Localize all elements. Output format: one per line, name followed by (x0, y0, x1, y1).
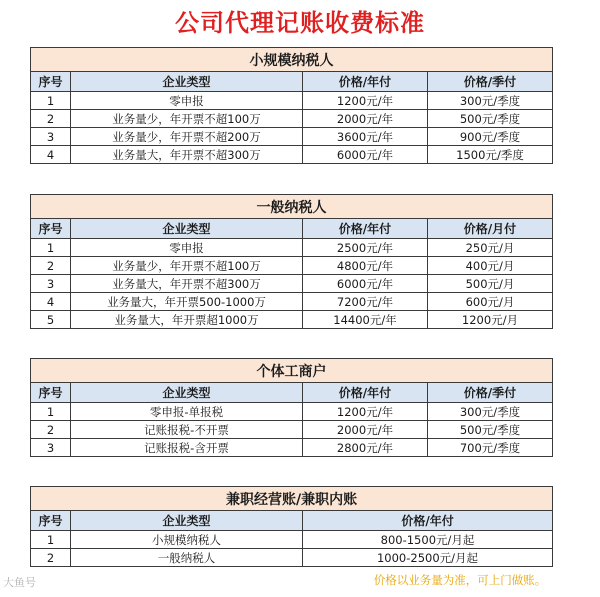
enterprise-type: 业务量大，年开票500-1000万 (71, 293, 303, 311)
enterprise-type: 业务量大，年开票不超300万 (71, 275, 303, 293)
table-row (31, 531, 553, 549)
row-index: 4 (31, 293, 71, 311)
table-row (31, 311, 553, 329)
column-header: 价格/年付 (303, 383, 428, 403)
annual-price: 1200元/年 (303, 92, 428, 110)
enterprise-type: 小规模纳税人 (71, 531, 303, 549)
quarterly-price: 1500元/季度 (428, 146, 553, 164)
enterprise-type: 业务量大，年开票不超300万 (71, 146, 303, 164)
table-row (31, 257, 553, 275)
column-header: 企业类型 (71, 72, 303, 92)
table-row (31, 403, 553, 421)
table-row (31, 239, 553, 257)
annual-price: 2000元/年 (303, 421, 428, 439)
table-row (31, 439, 553, 457)
annual-price: 2800元/年 (303, 439, 428, 457)
monthly-price: 500元/月 (428, 275, 553, 293)
footnote: 价格以业务量为准，可上门做账。 (373, 573, 547, 587)
column-header: 价格/年付 (303, 511, 553, 531)
table-row (31, 92, 553, 110)
annual-price: 6000元/年 (303, 275, 428, 293)
row-index: 3 (31, 275, 71, 293)
annual-price: 1000-2500元/月起 (303, 549, 553, 567)
section-heading: 一般纳税人 (31, 195, 553, 219)
enterprise-type: 业务量少，年开票不超100万 (71, 110, 303, 128)
part-time-bookkeeping-table (30, 486, 553, 567)
quarterly-price: 300元/季度 (428, 92, 553, 110)
quarterly-price: 700元/季度 (428, 439, 553, 457)
table-row (31, 128, 553, 146)
enterprise-type: 业务量少，年开票不超100万 (71, 257, 303, 275)
quarterly-price: 900元/季度 (428, 128, 553, 146)
annual-price: 2000元/年 (303, 110, 428, 128)
row-index: 2 (31, 549, 71, 567)
column-header: 价格/年付 (303, 219, 428, 239)
table-row (31, 549, 553, 567)
column-header: 价格/月付 (428, 219, 553, 239)
enterprise-type: 业务量大，年开票超1000万 (71, 311, 303, 329)
enterprise-type: 记账报税-含开票 (71, 439, 303, 457)
annual-price: 7200元/年 (303, 293, 428, 311)
table-row (31, 421, 553, 439)
column-header: 价格/年付 (303, 72, 428, 92)
monthly-price: 250元/月 (428, 239, 553, 257)
row-index: 5 (31, 311, 71, 329)
column-header: 企业类型 (71, 383, 303, 403)
column-header: 序号 (31, 511, 71, 531)
small-scale-table (30, 47, 553, 164)
enterprise-type: 零申报 (71, 239, 303, 257)
section-heading: 个体工商户 (31, 359, 553, 383)
page-title: 公司代理记账收费标准 (175, 9, 425, 37)
annual-price: 1200元/年 (303, 403, 428, 421)
column-header: 序号 (31, 72, 71, 92)
monthly-price: 1200元/月 (428, 311, 553, 329)
table-row (31, 275, 553, 293)
column-header: 企业类型 (71, 511, 303, 531)
quarterly-price: 300元/季度 (428, 403, 553, 421)
row-index: 3 (31, 439, 71, 457)
row-index: 2 (31, 257, 71, 275)
column-header: 价格/季付 (428, 72, 553, 92)
section-heading: 兼职经营账/兼职内账 (31, 487, 553, 511)
enterprise-type: 零申报 (71, 92, 303, 110)
monthly-price: 400元/月 (428, 257, 553, 275)
annual-price: 14400元/年 (303, 311, 428, 329)
annual-price: 3600元/年 (303, 128, 428, 146)
annual-price: 2500元/年 (303, 239, 428, 257)
row-index: 1 (31, 531, 71, 549)
row-index: 1 (31, 403, 71, 421)
annual-price: 800-1500元/月起 (303, 531, 553, 549)
quarterly-price: 500元/季度 (428, 110, 553, 128)
enterprise-type: 一般纳税人 (71, 549, 303, 567)
table-row (31, 146, 553, 164)
watermark: 大鱼号 (3, 576, 36, 589)
annual-price: 6000元/年 (303, 146, 428, 164)
row-index: 3 (31, 128, 71, 146)
column-header: 序号 (31, 383, 71, 403)
section-heading: 小规模纳税人 (31, 48, 553, 72)
enterprise-type: 业务量少，年开票不超200万 (71, 128, 303, 146)
table-row (31, 293, 553, 311)
individual-business-table (30, 358, 553, 457)
row-index: 2 (31, 110, 71, 128)
column-header: 企业类型 (71, 219, 303, 239)
general-taxpayer-table (30, 194, 553, 329)
monthly-price: 600元/月 (428, 293, 553, 311)
row-index: 4 (31, 146, 71, 164)
quarterly-price: 500元/季度 (428, 421, 553, 439)
enterprise-type: 记账报税-不开票 (71, 421, 303, 439)
table-row (31, 110, 553, 128)
annual-price: 4800元/年 (303, 257, 428, 275)
row-index: 1 (31, 92, 71, 110)
row-index: 2 (31, 421, 71, 439)
column-header: 序号 (31, 219, 71, 239)
enterprise-type: 零申报-单报税 (71, 403, 303, 421)
row-index: 1 (31, 239, 71, 257)
column-header: 价格/季付 (428, 383, 553, 403)
